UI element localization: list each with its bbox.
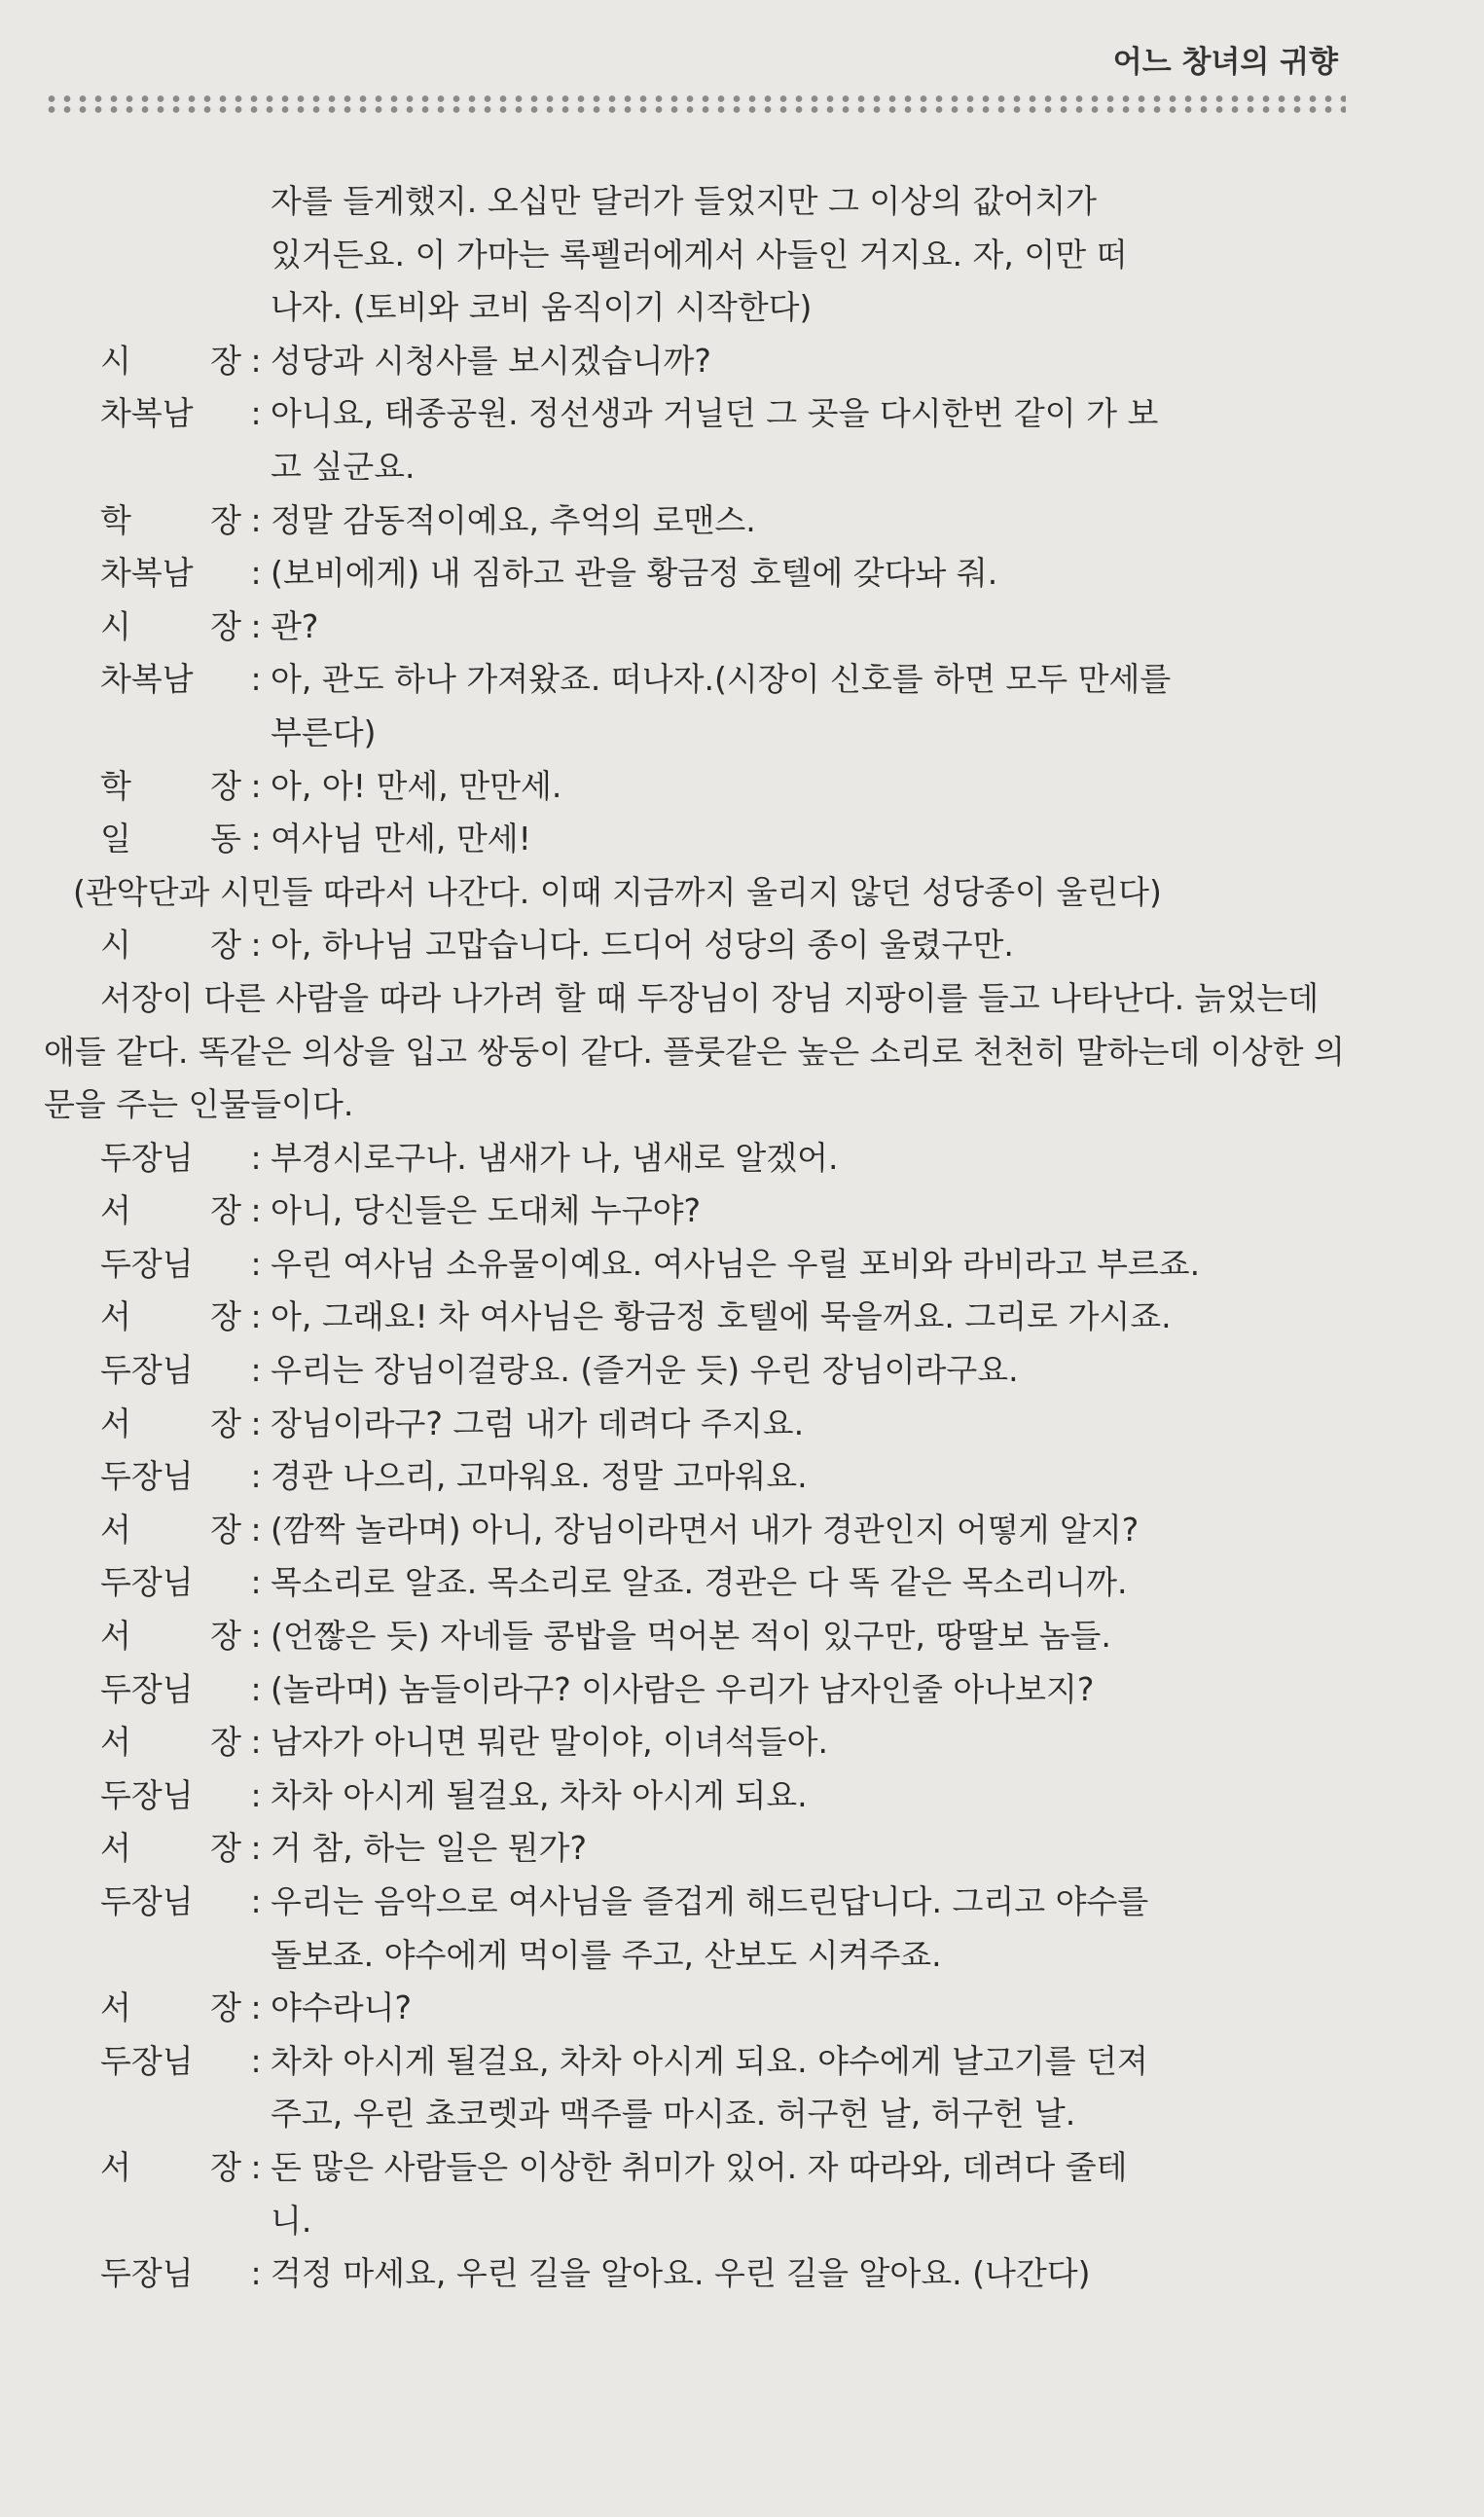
dialogue-continuation xyxy=(44,707,1348,760)
speaker-colon: : xyxy=(250,1297,262,1336)
speaker-name: 차복남 xyxy=(100,554,194,593)
speaker-colon: : xyxy=(250,1191,262,1230)
speaker-colon: : xyxy=(250,1244,262,1283)
speaker-name: 서 장 xyxy=(100,1723,241,1762)
speaker-colon: : xyxy=(250,766,262,805)
speaker-colon: : xyxy=(250,1404,262,1442)
line-text: 야수라니? xyxy=(271,1988,413,2027)
line-text: 돈 많은 사람들은 이상한 취미가 있어. 자 따라와, 데려다 줄테 xyxy=(271,2147,1128,2186)
speaker-name: 두장님 xyxy=(100,1244,194,1283)
speaker-name: 두장님 xyxy=(100,2041,194,2080)
line-text: 고 싶군요. xyxy=(271,447,416,486)
speaker-name: 두장님 xyxy=(100,1351,194,1390)
line-text: 걱정 마세요, 우린 길을 알아요. 우린 길을 알아요. (나간다) xyxy=(271,2254,1091,2293)
line-text: 니. xyxy=(271,2201,312,2240)
dialogue-line xyxy=(44,1185,1348,1238)
speaker-colon: : xyxy=(250,1988,262,2027)
prose-text: 서장이 다른 사람을 따라 나가려 할 때 두장님이 장님 지팡이를 들고 나타난다. 늙었는데 애들 같다. 똑같은 의상을 입고 쌍둥이 같다. 플룻같은 높은 소리로 천천히 말하는데 이상한 의문을 주는 인물들이다. xyxy=(44,978,1345,1124)
line-text: 있거든요. 이 가마는 록펠러에게서 사들인 거지요. 자, 이만 떠 xyxy=(271,235,1128,274)
speaker-name: 시 장 xyxy=(100,341,241,380)
speaker-name: 서 장 xyxy=(100,1829,241,1868)
speaker-name: 두장님 xyxy=(100,1457,194,1496)
line-text: 우리는 장님이걸랑요. (즐거운 듯) 우린 장님이라구요. xyxy=(271,1351,1019,1390)
speaker-colon: : xyxy=(250,2147,262,2186)
speaker-colon: : xyxy=(250,500,262,539)
dialogue-line xyxy=(44,601,1348,654)
dialogue-line xyxy=(44,919,1348,972)
dotted-divider xyxy=(44,93,1346,115)
dialogue-line xyxy=(44,1450,1348,1504)
dialogue-line xyxy=(44,335,1348,388)
line-text: 아, 하나님 고맙습니다. 드디어 성당의 종이 울렸구만. xyxy=(271,926,1014,965)
line-text: 아니요, 태종공원. 정선생과 거닐던 그 곳을 다시한번 같이 가 보 xyxy=(271,394,1159,433)
line-text: 부른다) xyxy=(271,712,377,751)
speaker-name: 차복남 xyxy=(100,660,194,699)
dialogue-line xyxy=(44,547,1348,601)
speaker-colon: : xyxy=(250,820,262,858)
speaker-colon: : xyxy=(250,554,262,593)
dialogue-line xyxy=(44,1556,1348,1610)
dialogue-line xyxy=(44,387,1348,441)
line-text: 자를 들게했지. 오십만 달러가 들었지만 그 이상의 값어치가 xyxy=(271,182,1097,220)
prose-paragraph xyxy=(44,972,1348,1132)
dialogue-line xyxy=(44,1716,1348,1769)
line-text: 아, 아! 만세, 만만세. xyxy=(271,766,562,805)
speaker-colon: : xyxy=(250,1723,262,1762)
dialogue-line xyxy=(44,1238,1348,1292)
dialogue-line xyxy=(44,1663,1348,1717)
speaker-name: 차복남 xyxy=(100,394,194,433)
line-text: 목소리로 알죠. 목소리로 알죠. 경관은 다 똑 같은 목소리니까. xyxy=(271,1563,1128,1602)
speaker-colon: : xyxy=(250,1510,262,1549)
line-text: (놀라며) 놈들이라구? 이사람은 우리가 남자인줄 아나보지? xyxy=(271,1669,1095,1708)
dialogue-line xyxy=(44,1291,1348,1344)
stage-direction xyxy=(44,866,1348,920)
line-text: 돌보죠. 야수에게 먹이를 주고, 산보도 시켜주죠. xyxy=(271,1935,942,1974)
line-text: (언짢은 듯) 자네들 콩밥을 먹어본 적이 있구만, 땅딸보 놈들. xyxy=(271,1617,1111,1656)
speaker-colon: : xyxy=(250,1829,262,1868)
dialogue-line xyxy=(44,813,1348,866)
speaker-name: 시 장 xyxy=(100,926,241,965)
line-text: 거 참, 하는 일은 뭔가? xyxy=(271,1829,587,1868)
speaker-name: 서 장 xyxy=(100,1988,241,2027)
speaker-name: 두장님 xyxy=(100,2254,194,2293)
dialogue-block-2 xyxy=(44,1132,1348,2301)
speaker-colon: : xyxy=(250,2254,262,2293)
line-text: 여사님 만세, 만세! xyxy=(271,820,531,858)
speaker-colon: : xyxy=(250,394,262,433)
speaker-name: 두장님 xyxy=(100,1882,194,1920)
speaker-colon: : xyxy=(250,1563,262,1602)
dialogue-line xyxy=(44,1769,1348,1823)
dialogue-continuation xyxy=(44,441,1348,494)
dialogue-line xyxy=(44,1876,1348,1929)
speaker-name: 두장님 xyxy=(100,1563,194,1602)
dialogue-block-1 xyxy=(44,175,1348,866)
dialogue-continuation xyxy=(44,2088,1348,2141)
line-text: 차차 아시게 될걸요, 차차 아시게 되요. 야수에게 날고기를 던져 xyxy=(271,2041,1148,2080)
line-text: 우리는 음악으로 여사님을 즐겁게 해드린답니다. 그리고 야수를 xyxy=(271,1882,1149,1920)
speaker-colon: : xyxy=(250,1351,262,1390)
dialogue-line xyxy=(44,1982,1348,2035)
line-text: 우린 여사님 소유물이예요. 여사님은 우릴 포비와 라비라고 부르죠. xyxy=(271,1244,1201,1283)
speaker-colon: : xyxy=(250,341,262,380)
dialogue-continuation xyxy=(44,2195,1348,2248)
line-text: 나자. (토비와 코비 움직이기 시작한다) xyxy=(271,288,813,327)
dialogue-line xyxy=(44,2247,1348,2301)
dialogue-line xyxy=(44,1398,1348,1451)
speaker-name: 학 장 xyxy=(100,766,241,805)
speaker-name: 서 장 xyxy=(100,1191,241,1230)
dialogue-continuation xyxy=(44,281,1348,335)
speaker-name: 서 장 xyxy=(100,1404,241,1442)
dialogue-line xyxy=(44,1504,1348,1557)
dialogue-line xyxy=(44,1610,1348,1663)
speaker-colon: : xyxy=(250,606,262,645)
line-text: 아니, 당신들은 도대체 누구야? xyxy=(271,1191,702,1230)
speaker-colon: : xyxy=(250,1775,262,1814)
speaker-colon: : xyxy=(250,1669,262,1708)
dialogue-line xyxy=(44,653,1348,707)
speaker-name: 서 장 xyxy=(100,1617,241,1656)
line-text: 경관 나으리, 고마워요. 정말 고마워요. xyxy=(271,1457,808,1496)
speaker-colon: : xyxy=(250,660,262,699)
speaker-name: 두장님 xyxy=(100,1775,194,1814)
speaker-colon: : xyxy=(250,2041,262,2080)
line-text: 차차 아시게 될걸요, 차차 아시게 되요. xyxy=(271,1775,808,1814)
speaker-colon: : xyxy=(250,1617,262,1656)
line-text: 부경시로구나. 냄새가 나, 냄새로 알겠어. xyxy=(271,1138,839,1177)
speaker-name: 시 장 xyxy=(100,606,241,645)
dialogue-line xyxy=(44,494,1348,548)
speaker-name: 학 장 xyxy=(100,500,241,539)
line-text: 관? xyxy=(271,606,319,645)
line-text: 남자가 아니면 뭐란 말이야, 이녀석들아. xyxy=(271,1723,828,1762)
speaker-name: 서 장 xyxy=(100,1510,241,1549)
dialogue-continuation xyxy=(44,175,1348,229)
line-text: 성당과 시청사를 보시겠습니까? xyxy=(271,341,711,380)
line-text: (보비에게) 내 짐하고 관을 황금정 호텔에 갖다놔 줘. xyxy=(271,554,998,593)
dialogue-continuation xyxy=(44,1929,1348,1983)
dialogue-line xyxy=(44,1822,1348,1876)
dialogue-line xyxy=(44,2141,1348,2195)
speaker-colon: : xyxy=(250,926,262,965)
dialogue-line xyxy=(44,1344,1348,1398)
dialogue-line xyxy=(44,760,1348,814)
speaker-colon: : xyxy=(250,1457,262,1496)
speaker-name: 일 동 xyxy=(100,820,241,858)
dialogue-line xyxy=(44,1132,1348,1186)
stage-direction-text: (관악단과 시민들 따라서 나간다. 이때 지금까지 울리지 않던 성당종이 울린다) xyxy=(73,872,1162,911)
line-text: 주고, 우린 쵸코렛과 맥주를 마시죠. 허구헌 날, 허구헌 날. xyxy=(271,2095,1076,2134)
line-text: 아, 그래요! 차 여사님은 황금정 호텔에 묵을꺼요. 그리로 가시죠. xyxy=(271,1297,1172,1336)
dialogue-continuation xyxy=(44,229,1348,282)
line-text: 정말 감동적이예요, 추억의 로맨스. xyxy=(271,500,756,539)
dialogue-line xyxy=(44,2035,1348,2089)
speaker-colon: : xyxy=(250,1882,262,1920)
speaker-name: 서 장 xyxy=(100,2147,241,2186)
speaker-name: 서 장 xyxy=(100,1297,241,1336)
speaker-name: 두장님 xyxy=(100,1138,194,1177)
page-header-title: 어느 창녀의 귀향 xyxy=(1112,45,1338,80)
speaker-name: 두장님 xyxy=(100,1669,194,1708)
line-text: 장님이라구? 그럼 내가 데려다 주지요. xyxy=(271,1404,805,1442)
line-text: 아, 관도 하나 가져왔죠. 떠나자.(시장이 신호를 하면 모두 만세를 xyxy=(271,660,1172,699)
script-body xyxy=(44,175,1348,2301)
speaker-colon: : xyxy=(250,1138,262,1177)
line-text: (깜짝 놀라며) 아니, 장님이라면서 내가 경관인지 어떻게 알지? xyxy=(271,1510,1140,1549)
